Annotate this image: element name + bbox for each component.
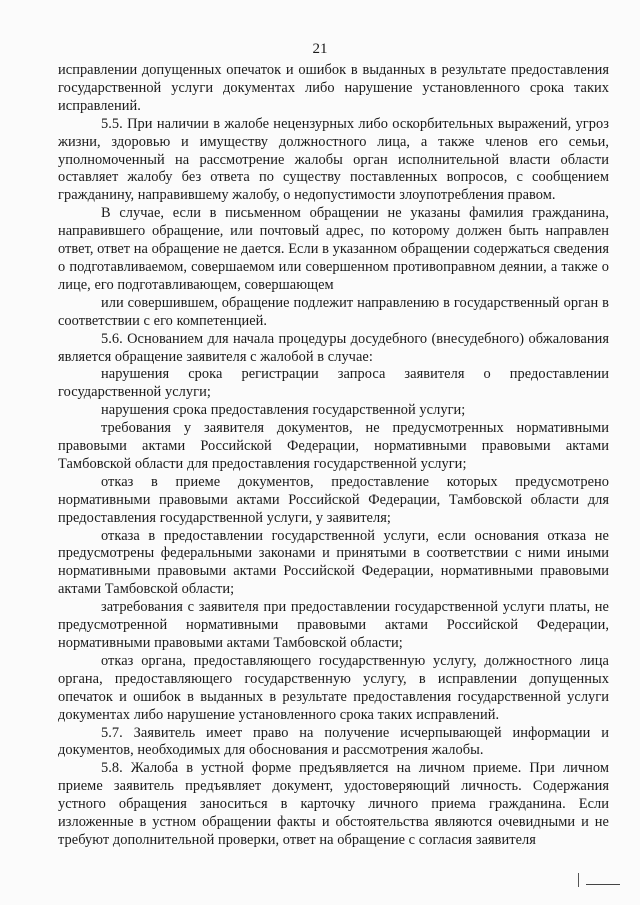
list-item-refusal-acceptance: отказ в приеме документов, предоставление которых предусмотрено нормативными правовыми актами Российской Федерации, Тамбовской области для предоставления государственной услуги, у заявителя; [58,473,609,526]
paragraph-5-5-missing-name: В случае, если в письменном обращении не указаны фамилия гражданина, направившего обращение, или почтовый адрес, по которому должен быть направлен ответ, ответ на обращение не дается. Если в указанном обращении содержаться сведения о подготавливаемом, совершаемом или совершенном противоправном деянии, а также о лице, его подготавливающем, совершающем [58,205,609,293]
paragraph-5-6: 5.6. Основанием для начала процедуры досудебного (внесудебного) обжалования является обращение заявителя с жалобой в случае: [58,330,609,365]
paragraph-continuation: исправлении допущенных опечаток и ошибок в выданных в результате предоставления государственной услуги документах либо нарушение установленного срока таких исправлений. [58,62,609,114]
list-item-service-term: нарушения срока предоставления государственной услуги; [101,402,466,419]
paragraph-5-5-redirect: или совершившем, обращение подлежит направлению в государственный орган в соответствии с его компетенцией. [58,294,609,329]
footer-divider [586,884,620,885]
paragraph-5-7: 5.7. Заявитель имеет право на получение исчерпывающей информации и документов, необходимых для обоснования и рассмотрения жалобы. [58,724,609,759]
list-item-fee-demand: затребования с заявителя при предоставлении государственной услуги платы, не предусмотренной нормативными правовыми актами Российской Федерации, нормативными правовыми актами Тамбовской области; [58,599,609,651]
list-item-refusal-service: отказа в предоставлении государственной услуги, если основания отказа не предусмотрены федеральными законами и принятыми в соответствии с ними иными нормативными правовыми актами Российской Федерации, нормативными правовыми актами Тамбовской области; [58,527,609,598]
document-body [58,62,609,850]
list-item-registration-term: нарушения срока регистрации запроса заявителя о предоставлении государственной услуги; [58,366,609,401]
list-item-extra-documents: требования у заявителя документов, не предусмотренных нормативными правовыми актами Российской Федерации, нормативными правовыми актами Тамбовской области для предоставления государственной услуги; [58,420,609,472]
footer-mark [578,873,579,887]
page-number: 21 [312,41,328,57]
list-item-refusal-corrections: отказ органа, предоставляющего государственную услугу, должностного лица органа, предоставляющего государственную услугу, в исправлении допущенных опечаток и ошибок в выданных в результате предоставления государственной услуги документах либо нарушение установленного срока таких исправлений. [58,652,609,723]
paragraph-5-8: 5.8. Жалоба в устной форме предъявляется на личном приеме. При личном приеме заявитель предъявляет документ, удостоверяющий личность. Содержания устного обращения заноситься в карточку личного приема гражданина. Если изложенные в устном обращении факты и обстоятельства являются очевидными и не требуют дополнительной проверки, ответ на обращение с согласия заявителя [58,760,609,848]
paragraph-5-5: 5.5. При наличии в жалобе нецензурных либо оскорбительных выражений, угроз жизни, здоровью и имуществу должностного лица, а также членов его семьи, уполномоченный на рассмотрение жалобы орган исполнительной власти области оставляет жалобу без ответа по существу поставленных вопросов, с сообщением гражданину, направившему жалобу, о недопустимости злоупотребления правом. [58,115,609,204]
